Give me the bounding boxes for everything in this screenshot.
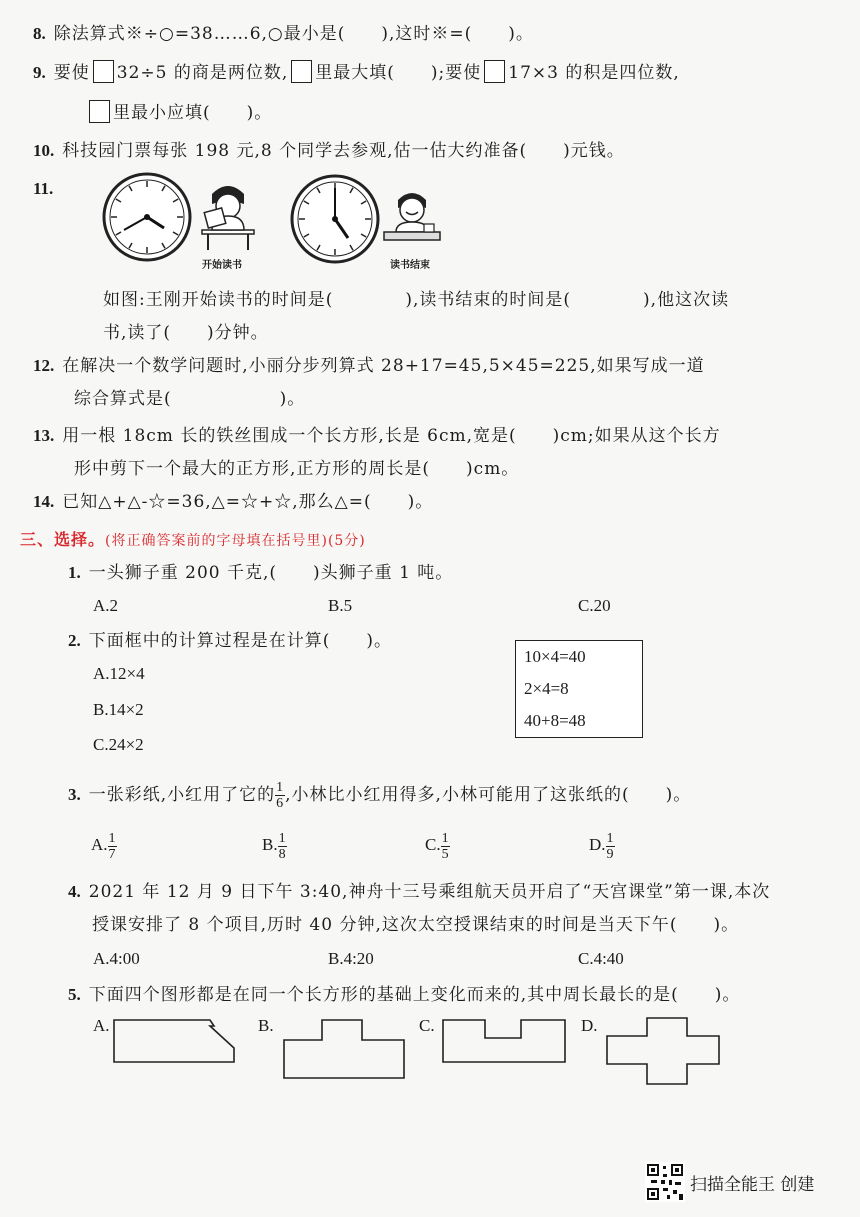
question-text: 科技园门票每张 198 元,8 个同学去参观,估一估大约准备( )元钱。 (62, 141, 625, 161)
fraction-denominator: 8 (278, 846, 286, 862)
question-number: 12. (33, 356, 55, 375)
fraction-numerator: 1 (108, 830, 116, 846)
fraction (108, 831, 117, 862)
question-number: 4. (68, 882, 81, 901)
question-text: 里最大填( );要使 (315, 63, 482, 83)
blank-box[interactable] (291, 60, 312, 83)
fraction-numerator: 1 (276, 780, 285, 795)
question-number: 1. (68, 563, 81, 582)
fraction-denominator: 9 (606, 846, 614, 862)
question-8 (33, 22, 534, 46)
blank-box[interactable] (93, 60, 114, 83)
question-number: 13. (33, 426, 55, 445)
question-number: 5. (68, 985, 81, 1004)
choice-4 (68, 880, 770, 904)
choice-3-option-a[interactable] (91, 828, 117, 862)
question-number: 2. (68, 631, 81, 650)
question-text: ,小林比小红用得多,小林可能用了这张纸的( )。 (285, 785, 692, 805)
fraction (606, 831, 615, 862)
fraction-numerator: 1 (606, 830, 614, 846)
section-3-heading (20, 528, 366, 553)
blank-box[interactable] (89, 100, 110, 123)
question-text: 32÷5 的商是两位数, (116, 63, 289, 83)
fraction (275, 780, 285, 811)
question-12-line2: 综合算式是( )。 (74, 389, 306, 409)
caption-end-reading: 读书结束 (390, 260, 430, 271)
choice-3-option-d[interactable] (589, 828, 615, 862)
question-text: 17×3 的积是四位数, (508, 63, 680, 83)
question-text: 一张彩纸,小红用了它的 (88, 785, 276, 805)
calc-line: 2×4=8 (524, 679, 569, 698)
clock-end-icon (290, 174, 380, 264)
choice-3 (68, 778, 691, 812)
choice-1-option-a[interactable]: A.2 (93, 596, 119, 615)
question-9-line2 (86, 100, 272, 125)
choice-3-option-b[interactable] (262, 828, 287, 862)
fraction-denominator: 5 (441, 846, 449, 862)
calculation-box (515, 640, 643, 738)
choice-3-option-c[interactable] (425, 828, 450, 862)
choice-4-option-a[interactable]: A.4:00 (93, 949, 140, 968)
choice-5 (68, 983, 740, 1007)
question-9 (33, 60, 680, 85)
choice-5-option-b[interactable]: B. (258, 1016, 274, 1035)
question-13 (33, 424, 721, 448)
choice-2-option-a[interactable]: A.12×4 (93, 664, 145, 683)
question-number: 8. (33, 24, 46, 43)
question-14 (33, 490, 433, 514)
question-text: 里最小应填( )。 (113, 103, 273, 123)
question-text: 2021 年 12 月 9 日下午 3:40,神舟十三号乘组航天员开启了“天宫课堂”第一课,本次 (88, 882, 771, 902)
question-12 (33, 354, 705, 378)
question-text: 要使 (53, 63, 90, 83)
question-number: 3. (68, 785, 81, 804)
question-number: 9. (33, 63, 46, 82)
fraction-numerator: 1 (278, 830, 286, 846)
shape-d (605, 1016, 721, 1086)
question-number: 10. (33, 141, 55, 160)
choice-2-option-b[interactable]: B.14×2 (93, 700, 144, 719)
question-text: 一头狮子重 200 千克,( )头狮子重 1 吨。 (88, 563, 454, 583)
question-11-line2: 书,读了( )分钟。 (103, 323, 269, 343)
section-title: 三、选择。 (20, 530, 106, 549)
choice-4-option-c[interactable]: C.4:40 (578, 949, 624, 968)
choice-5-option-a[interactable]: A. (93, 1016, 110, 1035)
choice-2 (68, 629, 392, 653)
choice-1-option-b[interactable]: B.5 (328, 596, 353, 615)
boy-finished-icon (382, 186, 442, 248)
choice-1-option-c[interactable]: C.20 (578, 596, 611, 615)
question-number: 11. (33, 179, 54, 198)
option-label: A. (91, 835, 108, 854)
caption-start-reading: 开始读书 (202, 260, 242, 271)
question-text: 下面框中的计算过程是在计算( )。 (88, 631, 393, 651)
choice-4-option-b[interactable]: B.4:20 (328, 949, 374, 968)
boy-reading-icon (198, 180, 258, 252)
question-text: 用一根 18cm 长的铁丝围成一个长方形,长是 6cm,宽是( )cm;如果从这个长方 (62, 426, 721, 446)
choice-2-option-c[interactable]: C.24×2 (93, 735, 144, 754)
choice-1 (68, 561, 453, 585)
fraction-numerator: 1 (441, 830, 449, 846)
shape-b (282, 1018, 406, 1080)
qr-code-icon (645, 1162, 685, 1202)
choice-4-line2: 授课安排了 8 个项目,历时 40 分钟,这次太空授课结束的时间是当天下午( )。 (92, 915, 740, 935)
section-note: (将正确答案前的字母填在括号里)(5分) (105, 533, 366, 549)
clock-start-icon (102, 172, 192, 262)
choice-5-option-d[interactable]: D. (581, 1016, 598, 1035)
option-label: C. (425, 835, 441, 854)
question-text: 在解决一个数学问题时,小丽分步列算式 28+17=45,5×45=225,如果写成一道 (62, 356, 705, 376)
fraction (278, 831, 287, 862)
shape-a (112, 1018, 238, 1064)
question-13-line2: 形中剪下一个最大的正方形,正方形的周长是( )cm。 (74, 459, 520, 479)
question-text: 下面四个图形都是在同一个长方形的基础上变化而来的,其中周长最长的是( )。 (88, 985, 741, 1005)
fraction (441, 831, 450, 862)
option-label: D. (589, 835, 606, 854)
option-label: B. (262, 835, 278, 854)
blank-box[interactable] (484, 60, 505, 83)
choice-5-option-c[interactable]: C. (419, 1016, 435, 1035)
question-10 (33, 139, 625, 163)
question-text: 除法算式※÷○=38……6,○最小是( ),这时※=( )。 (53, 24, 534, 44)
calc-line: 10×4=40 (524, 647, 586, 666)
fraction-denominator: 6 (276, 796, 285, 811)
question-text: 已知△+△-☆=36,△=☆+☆,那么△=( )。 (62, 492, 434, 512)
fraction-denominator: 7 (108, 846, 116, 862)
shape-c (441, 1018, 567, 1064)
question-number: 14. (33, 492, 55, 511)
question-11 (33, 177, 61, 201)
question-11-line1: 如图:王刚开始读书的时间是( ),读书结束的时间是( ),他这次读 (103, 290, 730, 310)
scanner-watermark: 扫描全能王 创建 (690, 1175, 815, 1195)
calc-line: 40+8=48 (524, 711, 586, 730)
